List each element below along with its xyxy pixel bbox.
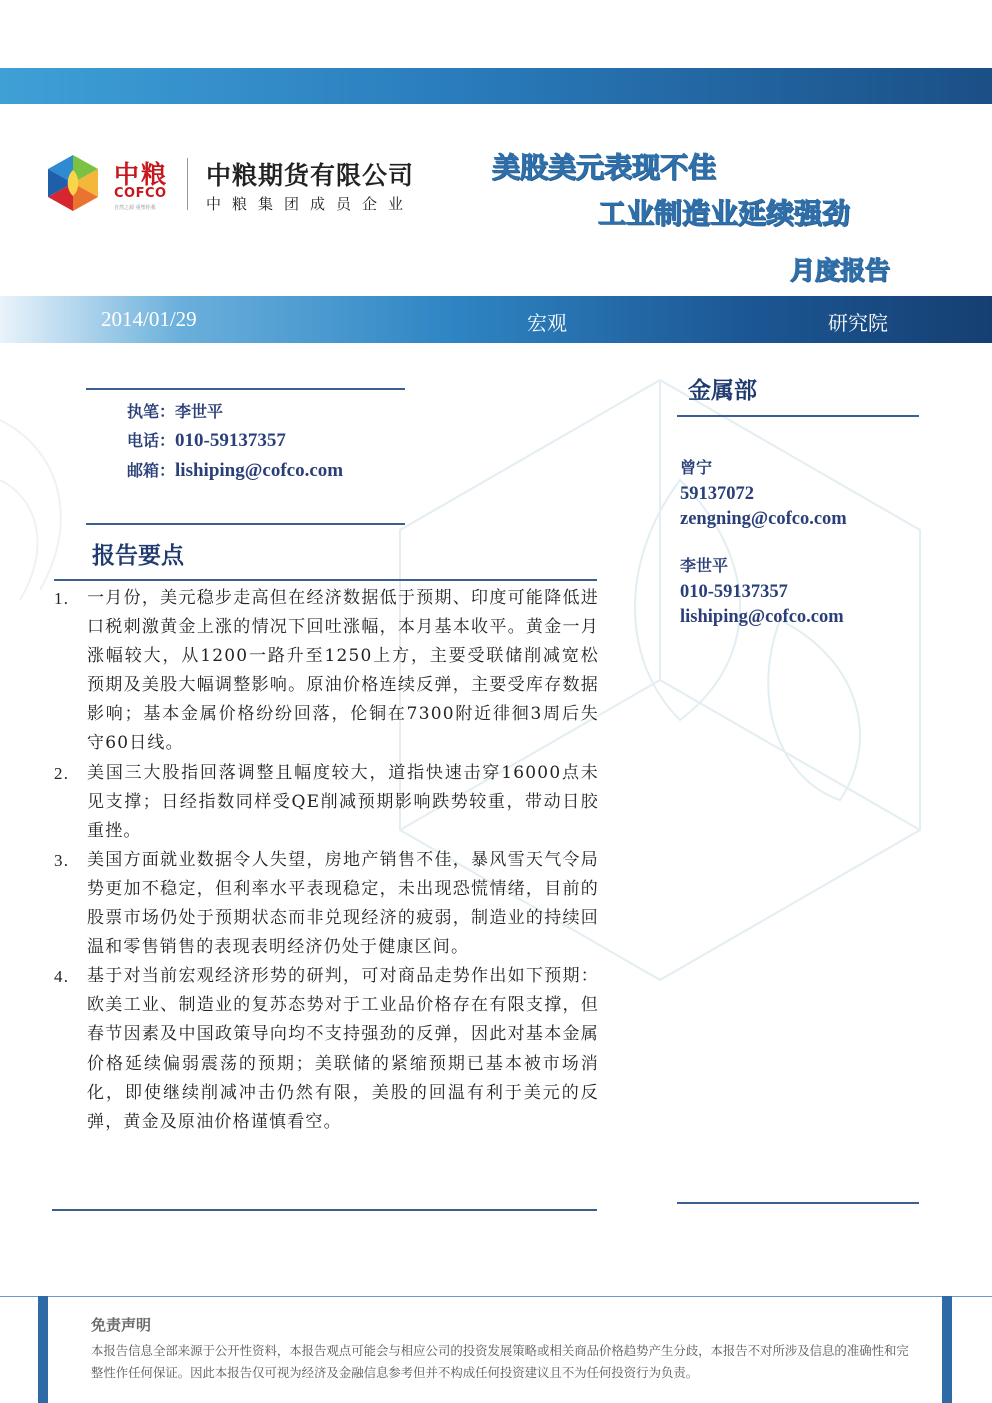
- footer-rule: [0, 1296, 992, 1297]
- email-value[interactable]: lishiping@cofco.com: [175, 460, 344, 481]
- logo-chinese-text: 中粮: [114, 160, 169, 189]
- report-title-line-1: 美股美元表现不佳: [492, 151, 717, 184]
- point-text: 美国方面就业数据令人失望，房地产销售不佳，暴风雪天气令局势更加不稳定，但利率水平表现稳定，未出现恐慌情绪，目前的股票市场仍处于预期状态而非兑现经济的疲弱，制造业的持续回温和零售销售的表现表明经济仍处于健康区间。: [87, 849, 599, 958]
- summary-top-rule: [54, 579, 597, 581]
- top-header-bar: [0, 68, 992, 104]
- contact-phone: 59137072: [680, 484, 754, 504]
- list-item: [54, 584, 599, 759]
- contact-phone: 010-59137357: [680, 582, 788, 602]
- author-phone: [127, 428, 286, 452]
- sidebar-bottom-rule: [677, 1202, 919, 1204]
- company-subtitle: 中粮集团成员企业: [206, 195, 415, 213]
- list-item: [54, 962, 599, 1137]
- contact-name: 李世平: [680, 556, 729, 575]
- author-bottom-rule: [86, 523, 405, 525]
- author-email: [127, 458, 343, 482]
- point-number: 1.: [54, 589, 70, 608]
- summary-bottom-rule: [52, 1209, 597, 1211]
- point-text: 美国三大股指回落调整且幅度较大，道指快速击穿16000点未见支撑；日经指数同样受QE削减预期影响跌势较重，带动日胶重挫。: [87, 762, 599, 841]
- report-date: 2014/01/29: [101, 307, 197, 331]
- key-points-list: [54, 584, 599, 1137]
- writer-label: 执笔：: [127, 402, 176, 421]
- point-text: 基于对当前宏观经济形势的研判，可对商品走势作出如下预期：欧美工业、制造业的复苏态势对于工业品价格存在有限支撑，但春节因素及中国政策导向均不支持强劲的反弹，因此对基本金属价格延续偏弱震荡的预期；美联储的紧缩预期已基本被市场消化，即使继续削减冲击仍然有限，美股的回温有利于美元的反弹，黄金及原油价格谨慎看空。: [87, 966, 599, 1132]
- author-writer: [127, 399, 223, 422]
- contact-card: [680, 455, 847, 531]
- phone-label: 电话：: [127, 431, 176, 450]
- logo-divider: [187, 158, 188, 210]
- company-name: 中粮期货有限公司: [206, 161, 415, 190]
- report-category: 宏观: [527, 311, 567, 335]
- point-text: 一月份，美元稳步走高但在经济数据低于预期、印度可能降低进口税刺激黄金上涨的情况下回吐涨幅，本月基本收平。黄金一月涨幅较大，从1200一路升至1250上方，主要受联储削减宽松预期及美股大幅调整影响。原油价格连续反弹，主要受库存数据影响；基本金属价格纷纷回落，伦铜在7300附近徘徊3周后失守60日线。: [87, 588, 599, 754]
- summary-title: 报告要点: [92, 543, 184, 569]
- footer-right-tab: [942, 1296, 952, 1403]
- email-label: 邮箱：: [127, 461, 176, 480]
- watermark-graphic-left: [0, 360, 120, 620]
- report-type: 月度报告: [790, 256, 891, 285]
- contact-email[interactable]: lishiping@cofco.com: [680, 606, 844, 627]
- cofco-logo-icon: [40, 150, 106, 216]
- contact-name: 曾宁: [680, 458, 713, 477]
- logo-english-text: COFCO: [114, 186, 167, 201]
- contact-card: [680, 553, 844, 629]
- point-number: 2.: [54, 763, 70, 783]
- list-item: [54, 759, 599, 846]
- list-item: [54, 846, 599, 962]
- point-number: 3.: [54, 850, 70, 870]
- department-title: 金属部: [688, 378, 757, 404]
- report-title-line-2: 工业制造业延续强劲: [598, 197, 851, 230]
- writer-name: 李世平: [175, 402, 224, 421]
- author-top-rule: [86, 388, 405, 390]
- report-department: 研究院: [828, 311, 888, 335]
- logo-slogan: 自然之源 重塑你我: [114, 205, 156, 211]
- disclaimer-text: 本报告信息全部来源于公开性资料，本报告观点可能会与相应公司的投资发展策略或相关商品价格趋势产生分歧，本报告不对所涉及信息的准确性和完整性作任何保证。因此本报告仅可视为经济及金融信息参考但并不构成任何投资建议且不为任何投资行为负责。: [91, 1343, 909, 1380]
- phone-value: 010-59137357: [175, 430, 286, 451]
- department-rule: [677, 415, 919, 417]
- footer-left-tab: [38, 1296, 48, 1403]
- disclaimer-title: 免责声明: [91, 1316, 152, 1334]
- contact-email[interactable]: zengning@cofco.com: [680, 508, 847, 529]
- point-number: 4.: [54, 967, 70, 987]
